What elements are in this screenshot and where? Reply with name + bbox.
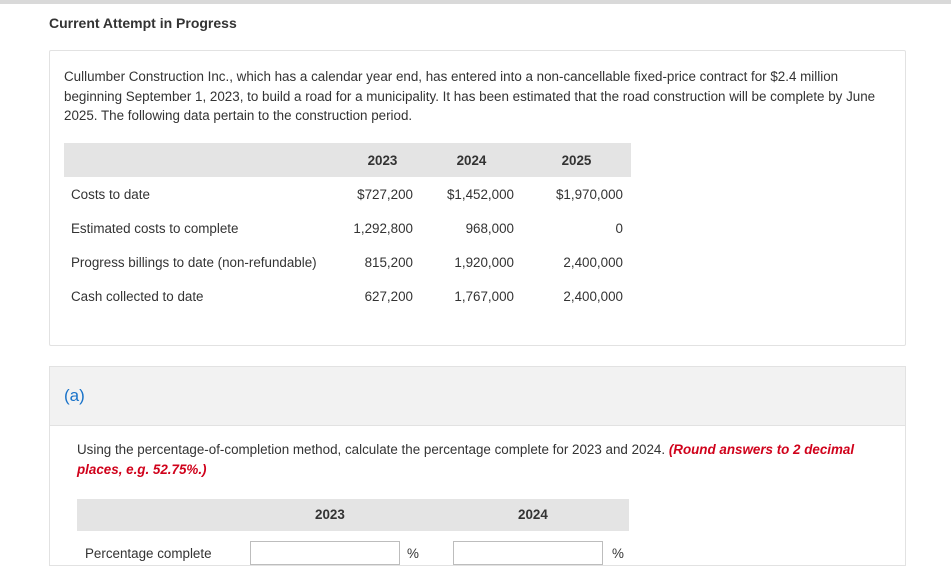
answer-header-2023: 2023 — [315, 507, 345, 522]
row-label: Costs to date — [71, 186, 150, 202]
table-row — [64, 245, 631, 279]
cell-2025: 0 — [615, 220, 623, 236]
table-header-blank — [64, 143, 344, 177]
percentage-2023-input[interactable] — [250, 541, 400, 565]
answer-header-2024: 2024 — [518, 507, 548, 522]
table-row — [64, 177, 631, 211]
cell-2024: 1,767,000 — [454, 288, 514, 304]
instruction-text: Using the percentage-of-completion method, calculate the percentage complete for 2023 and 2024. — [77, 442, 666, 457]
construction-data-table — [64, 143, 631, 313]
problem-card — [49, 50, 906, 346]
part-a-card — [49, 366, 906, 566]
cell-2024: $1,452,000 — [446, 186, 514, 202]
cell-2023: 815,200 — [364, 254, 413, 270]
percentage-complete-label: Percentage complete — [85, 546, 212, 561]
percent-symbol-2024: % — [612, 546, 624, 561]
problem-text: Cullumber Construction Inc., which has a calendar year end, has entered into a non-cancellable fixed-price contract for $2.4 million beginning September 1, 2023, to build a road for a municipality. It has been estimated that the road construction will be complete by June 2025. The following data pertain to the construction period. — [64, 69, 876, 123]
cell-2024: 1,920,000 — [454, 254, 514, 270]
cell-2025: 2,400,000 — [563, 254, 623, 270]
cell-2023: 1,292,800 — [353, 220, 413, 236]
attempt-title: Current Attempt in Progress — [49, 15, 237, 31]
cell-2024: 968,000 — [465, 220, 514, 236]
table-header-row — [64, 143, 631, 177]
percent-symbol-2023: % — [407, 546, 419, 561]
row-label: Progress billings to date (non-refundable) — [71, 254, 317, 270]
row-label: Cash collected to date — [71, 288, 204, 304]
cell-2025: 2,400,000 — [563, 288, 623, 304]
table-header-2024: 2024 — [421, 143, 522, 177]
row-label: Estimated costs to complete — [71, 220, 239, 236]
table-header-2023: 2023 — [344, 143, 421, 177]
top-divider — [0, 0, 951, 4]
table-row — [64, 211, 631, 245]
part-a-header — [50, 367, 905, 426]
part-a-instruction — [77, 440, 877, 479]
rounding-note: (Round answers to 2 decimal places, e.g. 52.75%.) — [77, 442, 855, 477]
table-header-2025: 2025 — [522, 143, 631, 177]
part-a-label: (a) — [64, 386, 85, 405]
percentage-2024-input[interactable] — [453, 541, 603, 565]
table-row — [64, 279, 631, 313]
cell-2023: 627,200 — [364, 288, 413, 304]
answer-table-header — [77, 499, 629, 531]
cell-2025: $1,970,000 — [555, 186, 623, 202]
cell-2023: $727,200 — [357, 186, 413, 202]
